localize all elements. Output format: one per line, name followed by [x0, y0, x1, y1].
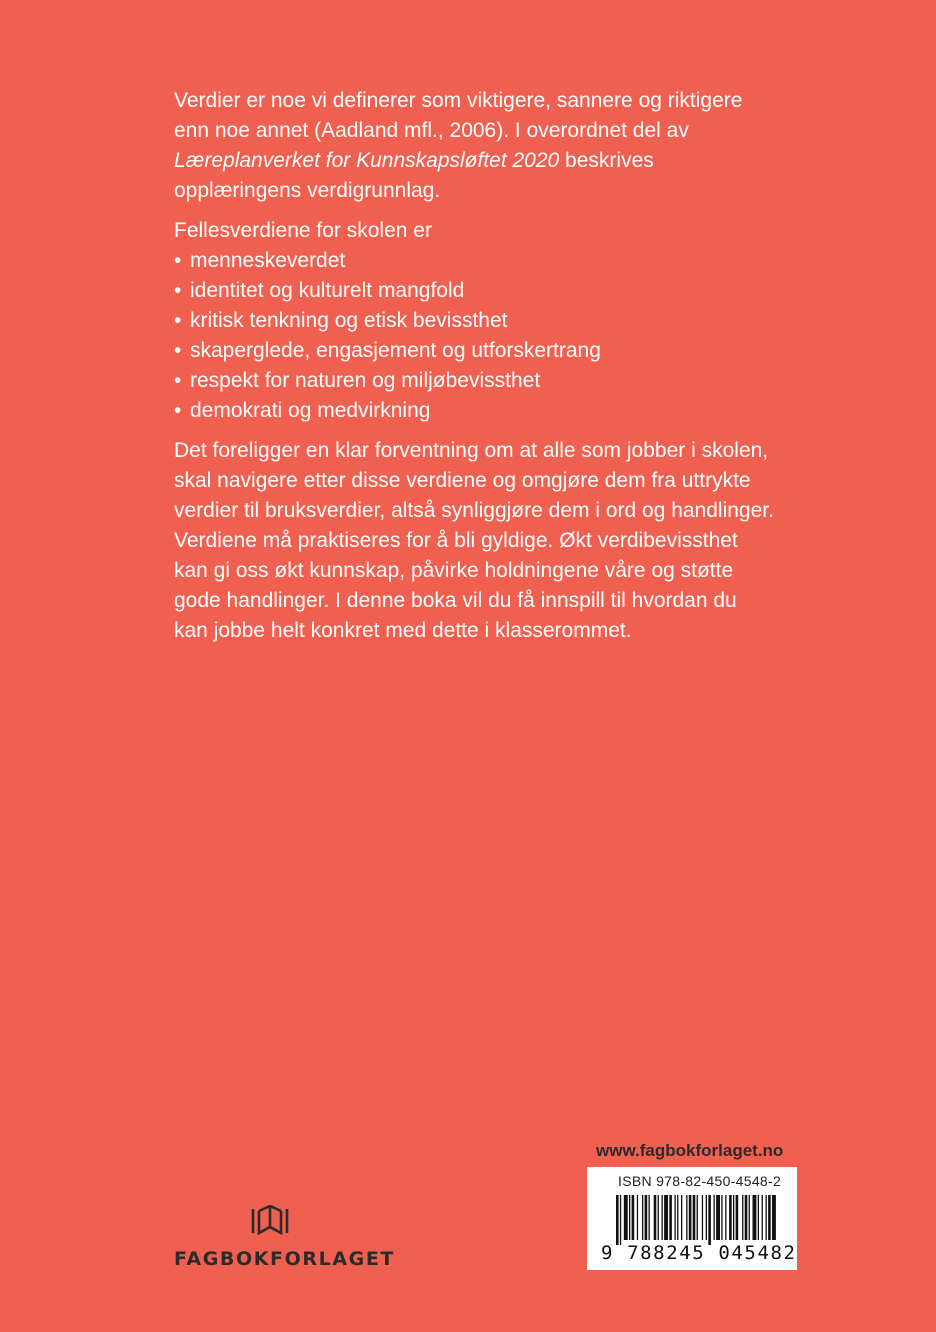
intro-text-start: Verdier er noe vi definerer som viktigere, sannere og riktigere enn noe annet (Aadland mfl., 2006). I overordnet del av	[174, 89, 743, 142]
barcode-bar	[745, 1195, 748, 1240]
barcode-bar	[664, 1195, 668, 1240]
barcode-bar	[772, 1195, 776, 1240]
barcode-bar	[649, 1195, 650, 1240]
barcode-bar	[758, 1195, 759, 1240]
list-item	[174, 396, 774, 426]
barcode-bar	[725, 1195, 726, 1240]
values-list	[174, 246, 774, 426]
open-book-logo-icon	[250, 1205, 290, 1237]
publisher-website[interactable]: www.fagbokforlaget.no	[596, 1141, 784, 1160]
barcode-bar	[742, 1195, 743, 1240]
curriculum-title: Læreplanverket for Kunnskapsløftet 2020	[174, 149, 560, 172]
intro-text-end: beskrives opplæringens verdigrunnlag.	[174, 149, 654, 202]
barcode-bar	[736, 1195, 739, 1240]
bullet-icon: •	[174, 249, 182, 272]
barcode-bar	[729, 1195, 732, 1240]
barcode-bar	[654, 1195, 657, 1240]
list-item-text: identitet og kulturelt mangfold	[190, 279, 465, 302]
isbn-label: ISBN 978-82-450-4548-2	[618, 1173, 782, 1189]
list-item	[174, 306, 774, 336]
publisher-name: FAGBOKFORLAGET	[174, 1248, 395, 1270]
bullet-icon: •	[174, 399, 182, 422]
barcode-bar	[693, 1195, 696, 1240]
barcode-bar	[624, 1195, 628, 1240]
barcode-bar	[629, 1195, 630, 1240]
list-item	[174, 276, 774, 306]
barcode-bar	[762, 1195, 763, 1240]
closing-paragraph: Det foreligger en klar forventning om at alle som jobber i skolen, skal navigere etter disse verdiene og omgjøre dem fra uttrykte verdier til bruksverdier, altså synliggjøre dem i ord og handlinger. Verdiene må praktiseres for å bli gyldige. Økt verdibevissthet kan gi oss økt kunnskap, påvirke holdningene våre og støtte gode handlinger. I denne boka vil du få innspill til hvordan du kan jobbe helt konkret med dette i klasserommet.	[174, 439, 774, 642]
barcode-bar	[706, 1195, 707, 1240]
barcode-digits: 9 788245 045482	[601, 1242, 797, 1264]
barcode-bar	[708, 1195, 711, 1245]
list-item-text: menneskeverdet	[190, 249, 346, 272]
barcode-bar	[702, 1195, 703, 1240]
barcode-bar	[642, 1195, 643, 1240]
barcode-bar	[677, 1195, 678, 1240]
list-item-text: skaperglede, engasjement og utforskertrang	[190, 339, 601, 362]
bullet-icon: •	[174, 309, 182, 332]
barcode-bar	[716, 1195, 720, 1240]
barcode-bar	[753, 1195, 757, 1240]
barcode-bar	[768, 1195, 771, 1240]
intro-paragraph	[174, 86, 774, 206]
isbn-barcode	[587, 1167, 797, 1270]
list-item	[174, 366, 774, 396]
publisher-logo	[172, 1205, 395, 1275]
list-item-text: kritisk tenkning og etisk bevissthet	[190, 309, 508, 332]
barcode-bar	[632, 1195, 635, 1240]
bullet-icon: •	[174, 279, 182, 302]
barcode-bar	[686, 1195, 687, 1240]
list-item	[174, 336, 774, 366]
barcode-bar	[714, 1195, 715, 1240]
barcode-bar	[733, 1195, 734, 1240]
barcode-bar	[645, 1195, 648, 1240]
cover-text	[174, 86, 774, 656]
barcode-bar	[616, 1195, 619, 1245]
barcode-bar	[675, 1195, 676, 1240]
barcode-bar	[658, 1195, 659, 1240]
list-item	[174, 246, 774, 276]
barcode-bar	[766, 1195, 767, 1240]
list-item-text: demokrati og medvirkning	[190, 399, 431, 422]
barcode-bar	[721, 1195, 722, 1240]
barcode-bar	[620, 1195, 621, 1245]
barcode-bar	[697, 1195, 698, 1240]
barcode-bar	[681, 1195, 682, 1240]
list-item-text: respekt for naturen og miljøbevissthet	[190, 369, 541, 392]
bullet-icon: •	[174, 369, 182, 392]
bullet-icon: •	[174, 339, 182, 362]
barcode-bar	[749, 1195, 750, 1240]
barcode-bar	[669, 1195, 672, 1240]
barcode-bar	[689, 1195, 692, 1240]
barcode-bar	[637, 1195, 638, 1240]
barcode-bar	[662, 1195, 663, 1240]
values-list-intro: Fellesverdiene for skolen er	[174, 219, 432, 242]
